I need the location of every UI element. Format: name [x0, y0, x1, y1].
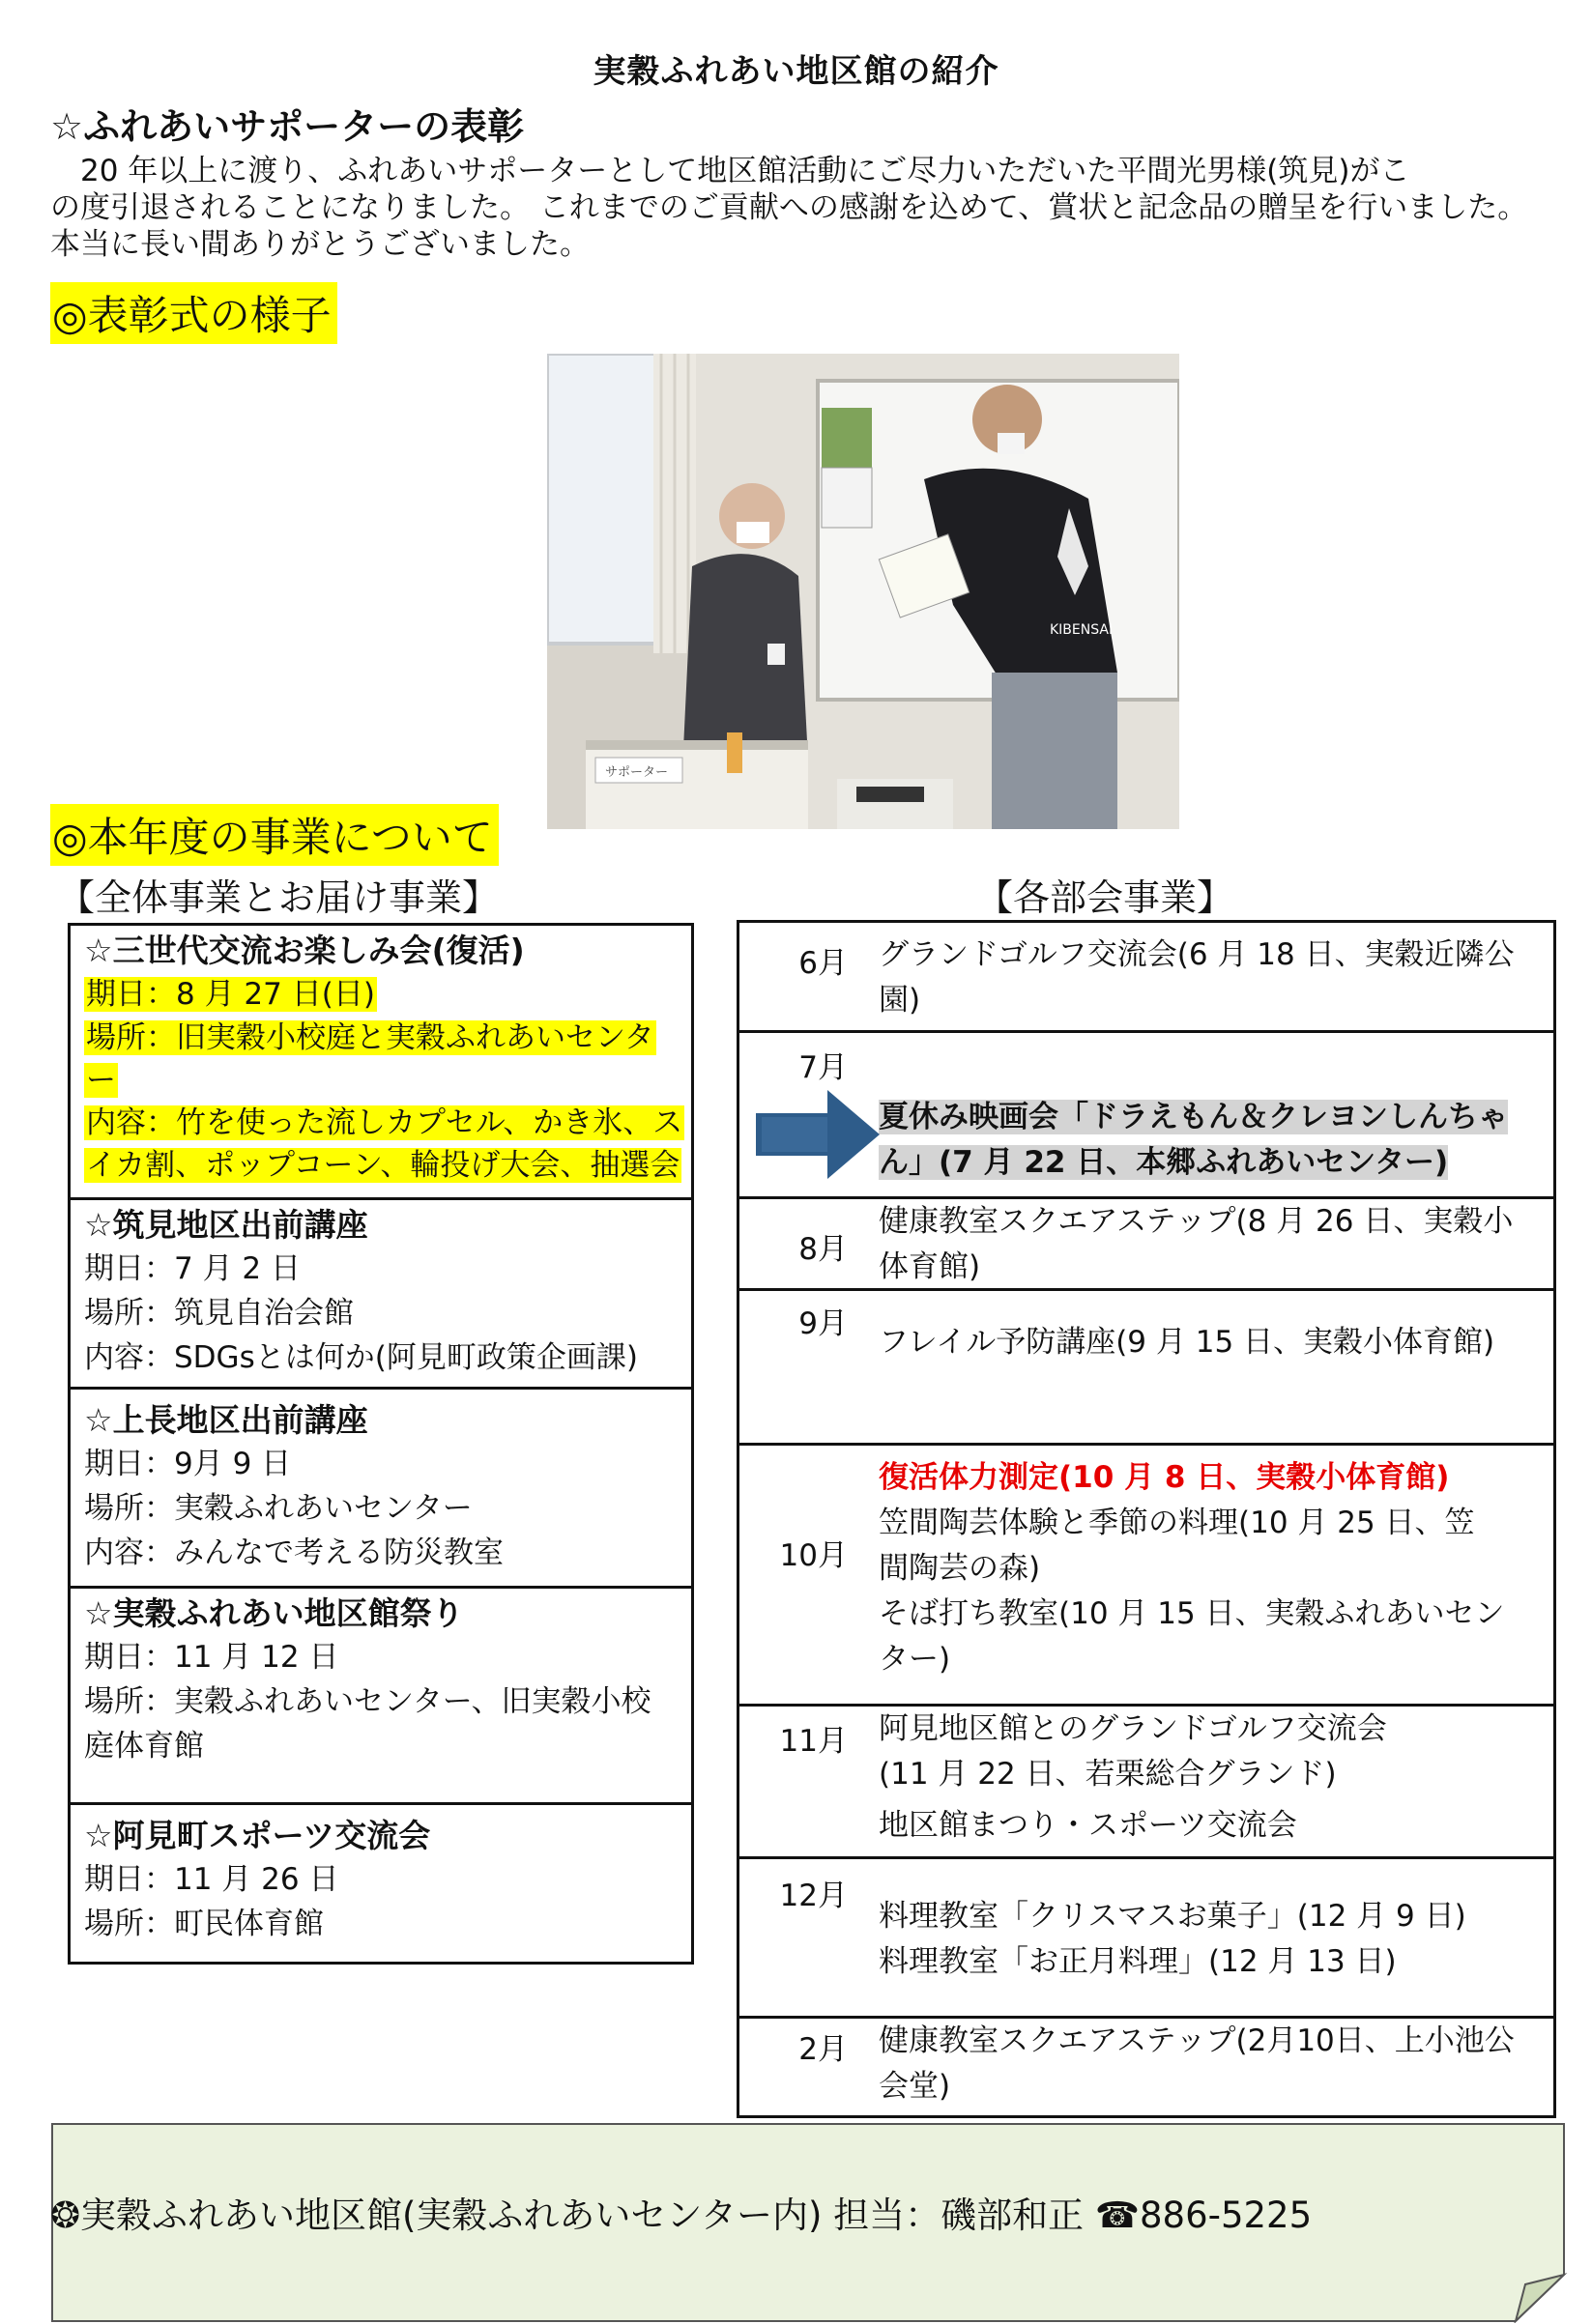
- event-block: [71, 1200, 691, 1390]
- month-label: 2月: [798, 2032, 848, 2067]
- event-detail: 場所：町民体育館: [84, 1907, 324, 1941]
- table-row: [739, 923, 1553, 1033]
- arrow-right-icon: [756, 1088, 880, 1181]
- row-content: [879, 1894, 1536, 1985]
- row-line: そば打ち教室(10 月 15 日、実穀ふれあいセン: [879, 1596, 1505, 1631]
- table-row: [739, 1199, 1553, 1291]
- row-content: [879, 1199, 1536, 1290]
- contact-info: ❂実穀ふれあい地区館(実穀ふれあいセンター内) 担当：磯部和正 ☎886-5225: [50, 2195, 1313, 2236]
- award-line: 本当に長い間ありがとうございました。: [50, 227, 590, 262]
- row-line: 健康教室スクエアステップ(8 月 26 日、実穀小: [879, 1204, 1514, 1239]
- month-label: 6月: [798, 946, 848, 981]
- overall-events-box: [68, 923, 694, 1965]
- event-title: ☆実穀ふれあい地区館祭り: [84, 1594, 464, 1632]
- event-block: [71, 1805, 691, 1962]
- event-detail: 場所：旧実穀小校庭と実穀ふれあいセンタ: [86, 1020, 654, 1055]
- ceremony-photo-drawing: [547, 354, 1179, 829]
- event-detail: 庭体育館: [84, 1729, 204, 1764]
- ceremony-photo: [547, 354, 1179, 829]
- row-line: 阿見地区館とのグランドゴルフ交流会: [879, 1711, 1387, 1746]
- event-detail: 期日：7 月 2 日: [84, 1251, 302, 1286]
- table-row: [739, 2019, 1553, 2115]
- event-detail: 内容：竹を使った流しカプセル、かき氷、ス: [86, 1105, 683, 1140]
- row-content: [879, 2019, 1536, 2109]
- award-line: の度引退されることになりました。 これまでのご貢献への感謝を込めて、賞状と記念品の贈呈を行いました。: [50, 190, 1528, 225]
- event-detail: ー: [86, 1063, 116, 1098]
- events-heading: ◎本年度の事業について: [50, 804, 499, 866]
- table-row: [739, 1446, 1553, 1707]
- table-row: [739, 1291, 1553, 1446]
- row-line: 園): [879, 983, 921, 1018]
- row-line: 健康教室スクエアステップ(2月10日、上小池公: [879, 2023, 1515, 2058]
- event-title: ☆筑見地区出前講座: [84, 1206, 368, 1244]
- row-line: 夏休み映画会「ドラえもん＆クレヨンしんちゃ: [879, 1100, 1508, 1134]
- month-label: 8月: [798, 1232, 848, 1267]
- month-label: 10月: [779, 1538, 848, 1573]
- ceremony-heading: ◎表彰式の様子: [50, 282, 337, 344]
- row-line: 会堂): [879, 2069, 951, 2104]
- row-content: [879, 932, 1536, 1023]
- event-detail: 場所：実穀ふれあいセンター、旧実穀小校: [84, 1684, 651, 1719]
- award-heading: ☆ふれあいサポーターの表彰: [50, 105, 525, 148]
- event-title: ☆三世代交流お楽しみ会(復活): [84, 932, 525, 969]
- row-content: [879, 1095, 1536, 1186]
- event-title: ☆阿見町スポーツ交流会: [84, 1817, 431, 1854]
- event-block: [71, 926, 691, 1200]
- row-line: 復活体力測定(10 月 8 日、実穀小体育館): [879, 1460, 1450, 1495]
- row-line: 笠間陶芸体験と季節の料理(10 月 25 日、笠: [879, 1506, 1475, 1540]
- event-detail: 内容：みんなで考える防災教室: [84, 1535, 504, 1570]
- jacket-text: KIBENSAI: [1050, 622, 1114, 638]
- row-line: 料理教室「お正月料理」(12 月 13 日): [879, 1944, 1397, 1979]
- event-detail: 内容：SDGsとは何か(阿見町政策企画課): [84, 1340, 638, 1375]
- award-body: [50, 153, 1578, 263]
- event-detail: イカ割、ポップコーン、輪投げ大会、抽選会: [86, 1148, 680, 1183]
- event-detail: 場所：筑見自治会館: [84, 1296, 354, 1331]
- event-detail: 期日：11 月 26 日: [84, 1862, 339, 1897]
- row-content: [879, 1707, 1536, 1849]
- event-detail: 期日：11 月 12 日: [84, 1640, 339, 1675]
- month-label: 7月: [798, 1050, 848, 1085]
- row-content: [879, 1320, 1536, 1365]
- row-line: グランドゴルフ交流会(6 月 18 日、実穀近隣公: [879, 937, 1515, 972]
- overall-events-caption: 【全体事業とお届け事業】: [58, 876, 500, 919]
- row-line: 間陶芸の森): [879, 1551, 1041, 1586]
- event-detail: 期日：9月 9 日: [84, 1447, 292, 1481]
- row-line: 地区館まつり・スポーツ交流会: [879, 1808, 1297, 1843]
- row-line: 料理教室「クリスマスお菓子」(12 月 9 日): [879, 1899, 1466, 1934]
- month-label: 12月: [779, 1879, 848, 1913]
- row-line: (11 月 22 日、若栗総合グランド): [879, 1757, 1337, 1792]
- event-title: ☆上長地区出前講座: [84, 1401, 368, 1439]
- table-row: [739, 1707, 1553, 1859]
- row-line: ん」(7 月 22 日、本郷ふれあいセンター): [879, 1145, 1449, 1180]
- event-block: [71, 1390, 691, 1589]
- table-row: [739, 1859, 1553, 2019]
- month-label: 11月: [779, 1724, 848, 1759]
- month-label: 9月: [798, 1306, 848, 1341]
- row-content: [879, 1455, 1536, 1682]
- event-detail: 場所：実穀ふれあいセンター: [84, 1491, 473, 1526]
- event-block: [71, 1589, 691, 1805]
- name-card-text: サポーター: [605, 765, 669, 780]
- page-title: 実穀ふれあい地区館の紹介: [593, 52, 999, 91]
- row-line: 体育館): [879, 1249, 981, 1284]
- section-events-caption: 【各部会事業】: [976, 876, 1234, 919]
- event-detail: 期日：8 月 27 日(日): [86, 977, 375, 1012]
- row-line: ター): [879, 1642, 951, 1677]
- award-line: 20 年以上に渡り、ふれあいサポーターとして地区館活動にご尽力いただいた平間光男様(筑見)がこ: [50, 154, 1410, 188]
- row-line: フレイル予防講座(9 月 15 日、実穀小体育館): [879, 1325, 1495, 1360]
